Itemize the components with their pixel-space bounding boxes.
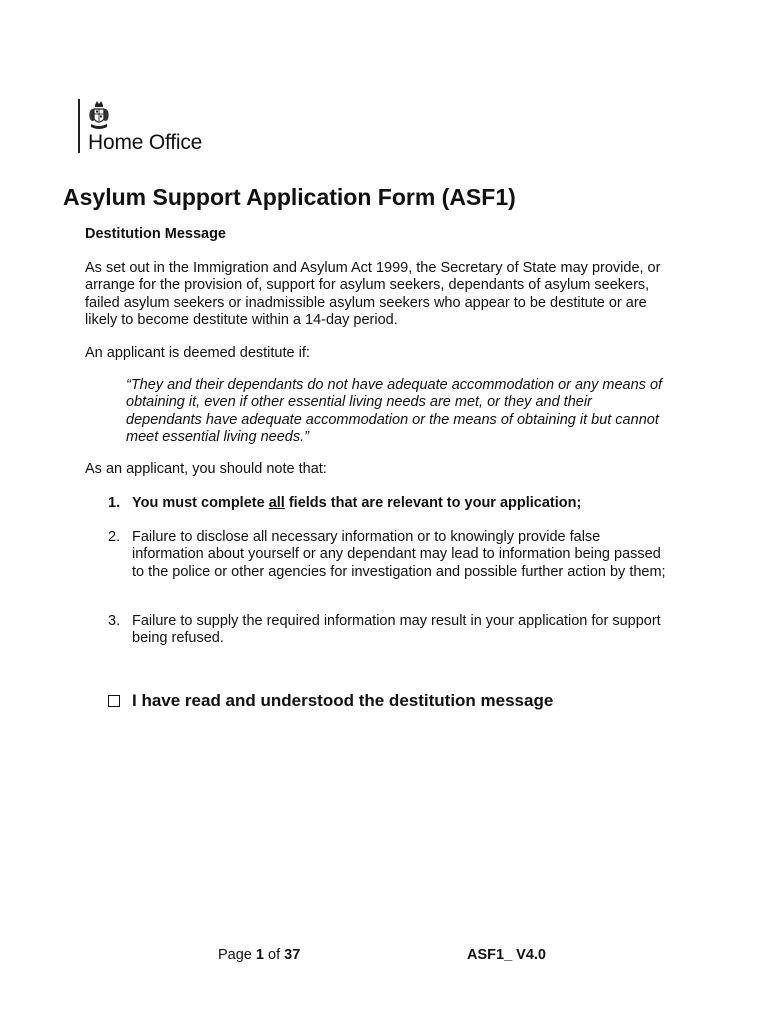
royal-crest-icon [88, 100, 110, 134]
list-item-text-start: You must complete [132, 495, 269, 511]
deemed-paragraph: An applicant is deemed destitute if: [85, 345, 310, 361]
list-item-number: 1. [108, 495, 121, 511]
page-total: 37 [284, 947, 301, 963]
page-of: of [268, 947, 281, 963]
list-item [108, 529, 668, 581]
list-item-text [132, 495, 668, 512]
confirmation-checkbox[interactable] [108, 695, 120, 707]
confirmation-row [108, 691, 553, 711]
section-heading: Destitution Message [85, 226, 226, 242]
logo-divider [78, 99, 80, 153]
destitution-quote: “They and their dependants do not have adequate accommodation or any means of obtaining it, even if other essential living needs are met, or they and their dependants have adequate accommodation or the means of obtaining it but cannot meet essential living needs.” [126, 377, 663, 445]
confirmation-label: I have read and understood the destitution message [132, 691, 554, 710]
list-item-text: Failure to disclose all necessary information or to knowingly provide false information about yourself or any dependant may lead to information being passed to the police or other agencies for investigation and possible further action by them; [132, 529, 666, 580]
list-item-text-end: fields that are relevant to your application; [284, 495, 582, 511]
list-item [108, 495, 668, 512]
page-number [218, 947, 300, 963]
list-item-number: 2. [108, 529, 121, 545]
page-word: Page [218, 947, 252, 963]
page-title: Asylum Support Application Form (ASF1) [63, 184, 516, 210]
intro-paragraph: As set out in the Immigration and Asylum Act 1999, the Secretary of State may provide, or arrange for the provision of, support for asylum seekers, dependants of asylum seekers, failed asylum seekers or inadmissible asylum seekers who appear to be destitute or are likely to become destitute within a 14-day period. [85, 260, 661, 328]
list-item-text: Failure to supply the required information may result in your application for support being refused. [132, 613, 661, 647]
note-intro: As an applicant, you should note that: [85, 461, 327, 477]
list-item [108, 613, 668, 648]
form-version: ASF1_ V4.0 [467, 947, 546, 963]
emphasis-all: all [268, 495, 285, 511]
page-current: 1 [255, 947, 264, 963]
list-item-number: 3. [108, 613, 121, 629]
logo-text: Home Office [88, 131, 203, 154]
